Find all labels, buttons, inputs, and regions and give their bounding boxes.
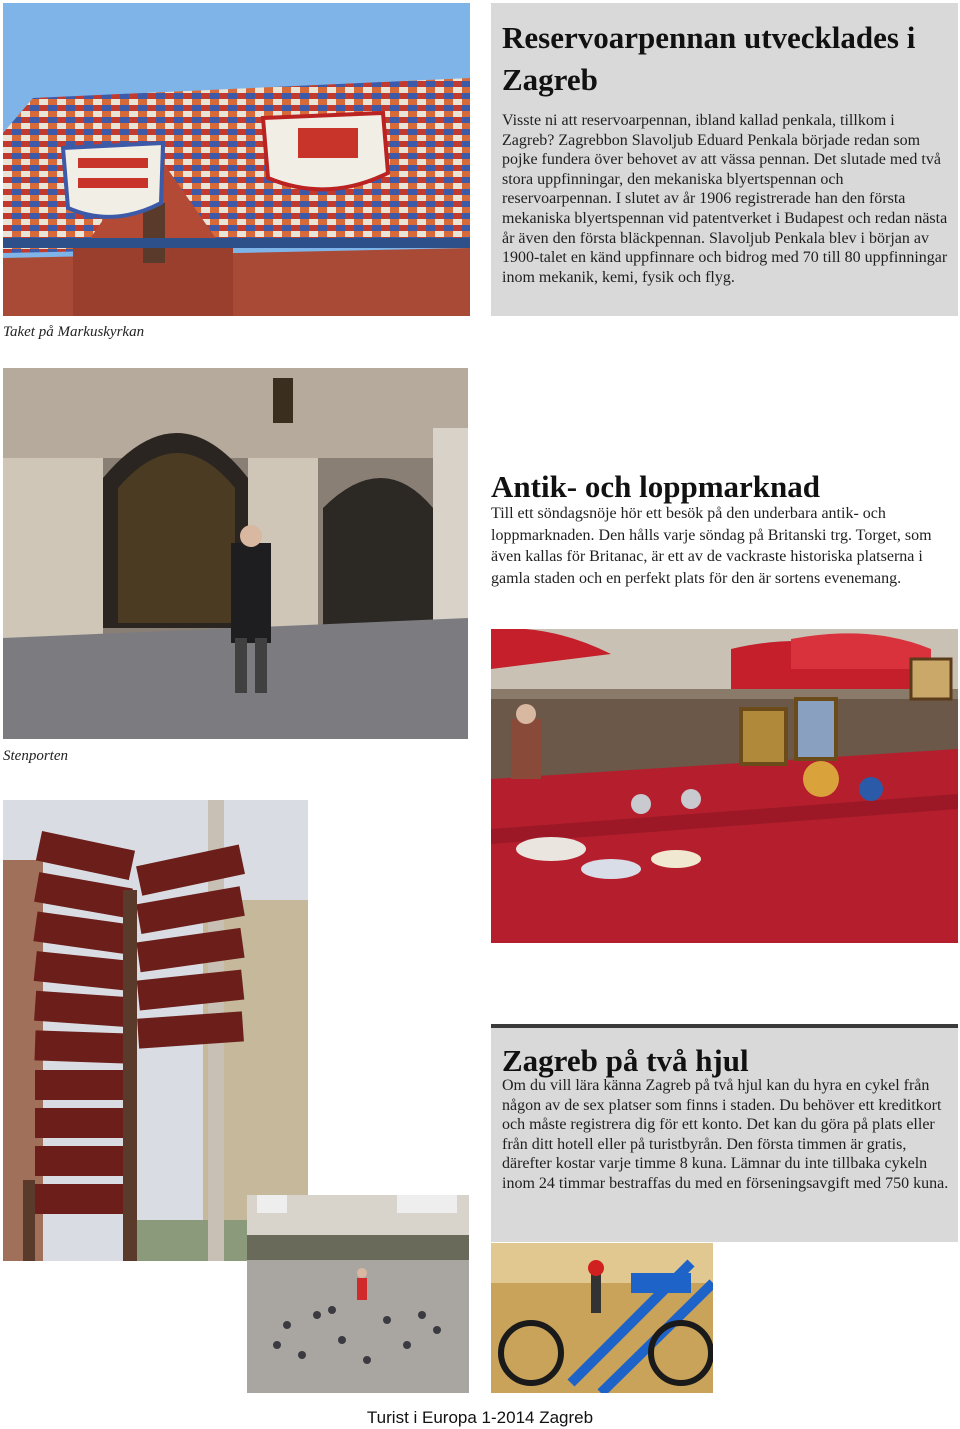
signpost-photo	[3, 800, 308, 1261]
square-pigeons-photo	[247, 1195, 469, 1393]
page-footer: Turist i Europa 1-2014 Zagreb	[366, 1408, 594, 1427]
church-roof-photo	[3, 3, 470, 316]
city-bikes-photo	[491, 1243, 713, 1393]
bike-article-rule	[491, 1024, 958, 1028]
antique-market-body: Till ett söndagsnöje hör ett besök på den underbara antik- och loppmarknaden. Den hålls varje söndag på Britanski trg. Torget, som även kallas för Britanac, är ett av de vackraste historiska platserna i gamla staden och en perfekt plats för den är sortens evenemang.	[491, 505, 932, 587]
stone-gate-caption: Stenporten	[3, 748, 68, 764]
antique-market-title: Antik- och loppmarknad	[491, 469, 821, 504]
bike-article-body: Om du vill lära känna Zagreb på två hjul kan du hyra en cykel från någon av de sex platser som finns i staden. Du behöver ett kreditkort och måste registrera dig för ett konto. Det kan du göra på plats eller från ditt hotell eller på turistbyrån. Den första timmen är gratis, därefter kostar varje timme 8 kuna. Lämnar du inte tillbaka cykeln inom 24 timmar bestraffas du med en förseningsavgift med 750 kuna.	[502, 1077, 949, 1192]
penkala-article-body: Visste ni att reservoarpennan, ibland kallad penkala, tillkom i Zagreb? Zagrebbon Slavoljub Eduard Penkala började redan som pojke fundera över behovet av att vässa pennan. Det slutade med två stora uppfinningar, den mekaniska blyertspennan och reservoarpennan. I slutet av år 1906 registrerade han den första mekaniska blyertspennan vid patentverket i Budapest och redan nästa år även den första bläckpennan. Slavoljub Penkala blev i början av 1900-talet en känd uppfinnare och bidrog med 70 till 80 uppfinningar inom mekanik, kemi, fysik och flyg.	[502, 112, 948, 286]
penkala-article-title: Reservoarpennan utvecklades i Zagreb	[502, 20, 916, 97]
bike-article-title: Zagreb på två hjul	[502, 1043, 749, 1078]
antique-market-photo	[491, 629, 958, 943]
church-roof-caption: Taket på Markuskyrkan	[3, 324, 145, 340]
bike-article-box	[491, 1024, 958, 1242]
penkala-article-box	[491, 3, 958, 316]
stone-gate-photo	[3, 368, 468, 739]
